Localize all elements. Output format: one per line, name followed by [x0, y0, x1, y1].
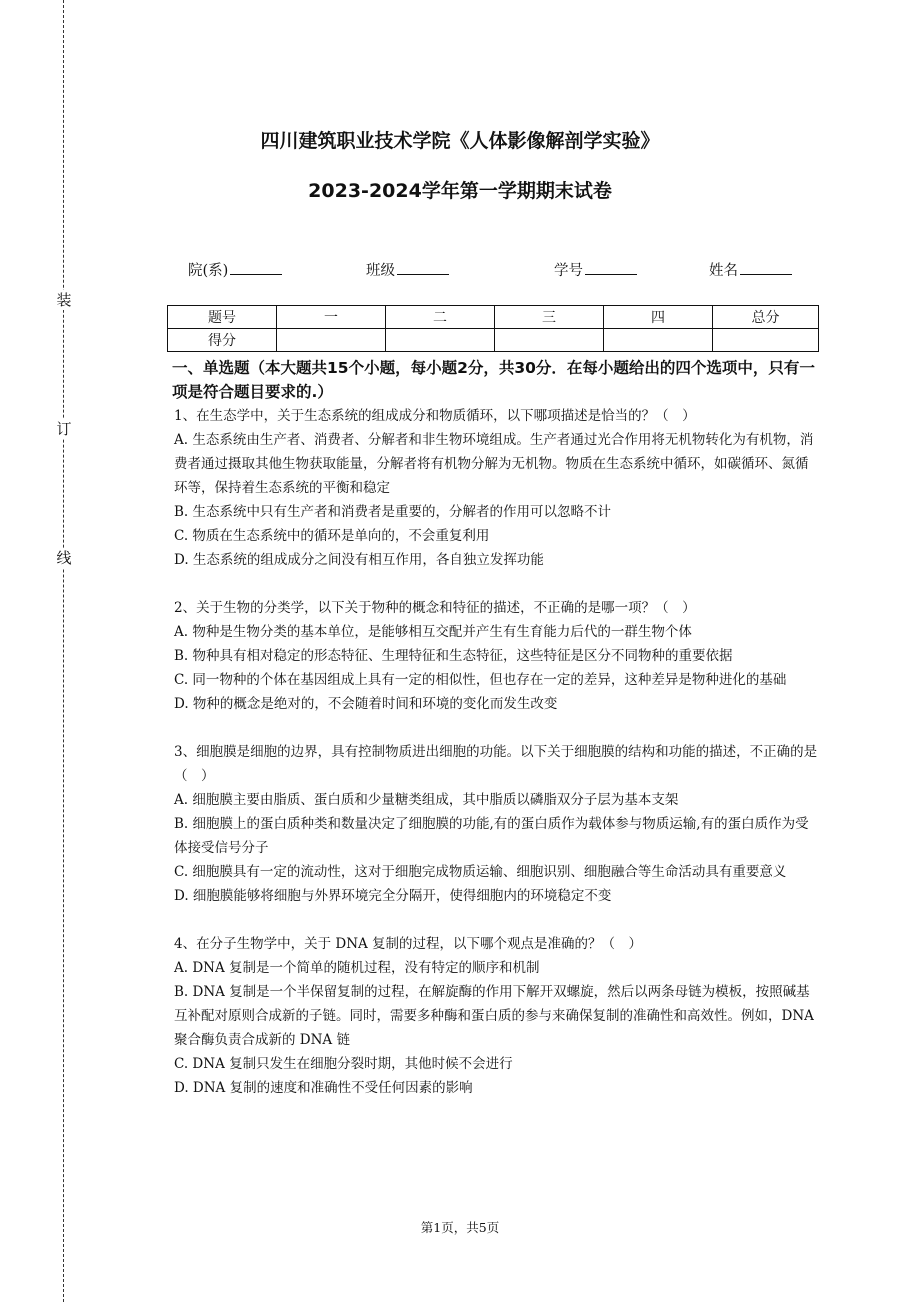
- score-cell[interactable]: [277, 329, 386, 352]
- option-a: A. 物种是生物分类的基本单位，是能够相互交配并产生有生育能力后代的一群生物个体: [174, 624, 692, 640]
- page-number: 第1页，共5页: [420, 1220, 500, 1235]
- question-stem: 3、细胞膜是细胞的边界，具有控制物质进出细胞的功能。以下关于细胞膜的结构和功能的描述，不正确的是（ ）: [174, 744, 818, 784]
- option-b: B. DNA 复制是一个半保留复制的过程，在解旋酶的作用下解开双螺旋，然后以两条母链为模板，按照碱基互补配对原则合成新的子链。同时，需要多种酶和蛋白质的参与来确保复制的准确性和高效性。例如，DNA 聚合酶负责合成新的 DNA 链: [174, 984, 814, 1048]
- binding-char-xian: 线: [56, 549, 72, 567]
- score-table-score-row: [168, 329, 819, 352]
- option-b: B. 物种具有相对稳定的形态特征、生理特征和生态特征，这些特征是区分不同物种的重要依据: [174, 648, 733, 664]
- option-d: D. 生态系统的组成成分之间没有相互作用，各自独立发挥功能: [174, 552, 544, 568]
- class-field: [366, 259, 449, 280]
- option-d: D. DNA 复制的速度和准确性不受任何因素的影响: [174, 1080, 473, 1096]
- exam-subtitle: 2023-2024学年第一学期期末试卷: [308, 180, 612, 202]
- option-d: D. 细胞膜能够将细胞与外界环境完全分隔开，使得细胞内的环境稳定不变: [174, 888, 612, 904]
- student-info-row: [188, 259, 808, 279]
- score-table-column-header: 二: [386, 306, 495, 329]
- question-stem: 2、关于生物的分类学，以下关于物种的概念和特征的描述，不正确的是哪一项？（ ）: [174, 600, 696, 616]
- question-1: [174, 404, 819, 572]
- score-table-header-row: [168, 306, 819, 329]
- question-stem: 1、在生态学中，关于生态系统的组成成分和物质循环，以下哪项描述是恰当的？（ ）: [174, 408, 696, 424]
- option-b: B. 细胞膜上的蛋白质种类和数量决定了细胞膜的功能,有的蛋白质作为载体参与物质运输,有的蛋白质作为受体接受信号分子: [174, 816, 809, 856]
- binding-char-ding: 订: [56, 420, 72, 438]
- score-cell[interactable]: [604, 329, 713, 352]
- name-blank[interactable]: [740, 260, 792, 275]
- option-c: C. 物质在生态系统中的循环是单向的，不会重复利用: [174, 528, 490, 544]
- department-field: [188, 259, 282, 280]
- score-table-column-header: 总分: [713, 306, 819, 329]
- exam-content: [174, 356, 819, 1100]
- class-label: 班级: [366, 263, 395, 279]
- option-a: A. 生态系统由生产者、消费者、分解者和非生物环境组成。生产者通过光合作用将无机物转化为有机物，消费者通过摄取其他生物获取能量，分解者将有机物分解为无机物。物质在生态系统中循环，如碳循环、氮循环等，保持着生态系统的平衡和稳定: [174, 432, 814, 496]
- option-c: C. DNA 复制只发生在细胞分裂时期，其他时候不会进行: [174, 1056, 513, 1072]
- exam-title: 四川建筑职业技术学院《人体影像解剖学实验》: [260, 130, 660, 152]
- option-b: B. 生态系统中只有生产者和消费者是重要的，分解者的作用可以忽略不计: [174, 504, 612, 520]
- department-label: 院(系): [188, 263, 229, 279]
- score-cell[interactable]: [386, 329, 495, 352]
- question-4: [174, 932, 819, 1100]
- option-d: D. 物种的概念是绝对的，不会随着时间和环境的变化而发生改变: [174, 696, 558, 712]
- department-blank[interactable]: [230, 260, 282, 275]
- score-table-column-header: 三: [495, 306, 604, 329]
- question-stem: 4、在分子生物学中，关于 DNA 复制的过程，以下哪个观点是准确的？（ ）: [174, 936, 643, 952]
- score-table-column-header: 四: [604, 306, 713, 329]
- name-label: 姓名: [709, 263, 738, 279]
- student-id-label: 学号: [554, 263, 583, 279]
- student-id-blank[interactable]: [585, 260, 637, 275]
- score-cell[interactable]: [495, 329, 604, 352]
- option-c: C. 细胞膜具有一定的流动性，这对于细胞完成物质运输、细胞识别、细胞融合等生命活动具有重要意义: [174, 864, 787, 880]
- option-a: A. DNA 复制是一个简单的随机过程，没有特定的顺序和机制: [174, 960, 540, 976]
- option-c: C. 同一物种的个体在基因组成上具有一定的相似性，但也存在一定的差异，这种差异是物种进化的基础: [174, 672, 787, 688]
- name-field: [709, 259, 792, 280]
- section-heading: 一、单选题（本大题共15个小题，每小题2分，共30分．在每小题给出的四个选项中，只有一项是符合题目要求的.）: [172, 359, 815, 401]
- class-blank[interactable]: [397, 260, 449, 275]
- score-table-row-label: 得分: [168, 329, 277, 352]
- question-3: [174, 740, 819, 908]
- score-table: [167, 305, 819, 352]
- option-a: A. 细胞膜主要由脂质、蛋白质和少量糖类组成，其中脂质以磷脂双分子层为基本支架: [174, 792, 679, 808]
- binding-char-zhuang: 装: [56, 291, 72, 309]
- score-cell[interactable]: [713, 329, 819, 352]
- question-2: [174, 596, 819, 716]
- score-table-row-label: 题号: [168, 306, 277, 329]
- score-table-column-header: 一: [277, 306, 386, 329]
- student-id-field: [554, 259, 637, 280]
